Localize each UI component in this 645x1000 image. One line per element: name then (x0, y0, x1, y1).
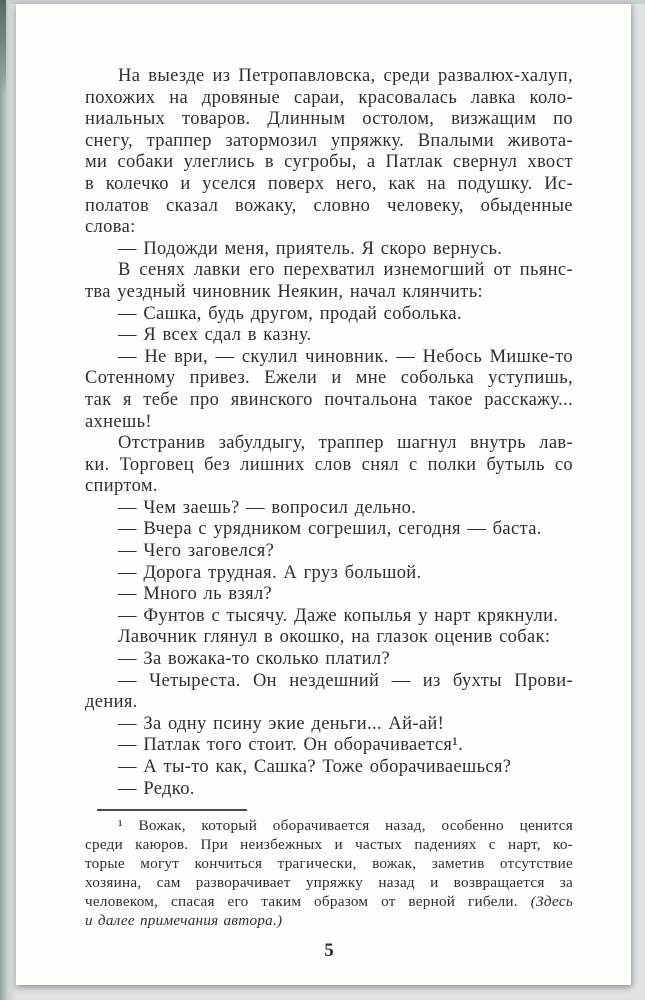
text-line: — Много ль взял? (118, 584, 273, 605)
text-line: На выезде из Петропавловска, среди развалюх-халуп, (118, 66, 573, 86)
text-line: полатов сказал вожаку, словно человеку, обыденные (85, 195, 573, 216)
text-line: — Дорога трудная. А груз большой. (118, 562, 422, 583)
text-line: ки. Торговец без лишних слов снял с полки бутыль со (85, 454, 573, 475)
footnote-text: человеком, спасая его таким образом от верной гибели. (85, 892, 531, 910)
text-line: — Четыреста. Он нездешний — из бухты Прови- (118, 670, 573, 691)
text-line: так я тебе про явинского почтальона такое расскажу... (85, 389, 573, 410)
footnote-author-note: (Здесь (530, 892, 573, 910)
text-line: слова: (85, 217, 136, 238)
text-line: — Сашка, будь другом, продай соболька. (118, 303, 462, 324)
footnote-line: хозяина, сам разворачивает упряжку назад и возвращается за (85, 873, 573, 891)
footnote-divider (97, 809, 247, 811)
text-line: — Патлак того стоит. Он оборачивается¹. (118, 735, 464, 756)
text-line: Сотенному привез. Ежели и мне соболька уступишь, (85, 368, 573, 389)
text-line: ми собаки улеглись в сугробы, а Патлак свернул хвост (85, 152, 573, 173)
text-line: — Вчера с урядником согрешил, сегодня — баста. (118, 519, 542, 540)
body-text (85, 66, 573, 800)
footnote (85, 817, 573, 930)
text-line: тва уездный чиновник Неякин, начал клянчить: (85, 281, 484, 302)
page-number: 5 (324, 939, 334, 961)
text-line: — Чего заговелся? (118, 541, 275, 562)
text-line: В сенях лавки его перехватил изнемогший от пьянс- (118, 260, 573, 281)
text-line: — За одну псину экие деньги... Ай-ай! (118, 713, 445, 734)
text-line: спиртом. (85, 476, 158, 497)
text-line: — Фунтов с тысячу. Даже копылья у нарт крякнули. (118, 605, 559, 626)
text-line: — Чем заешь? — вопросил дельно. (118, 497, 417, 518)
text-line: в колечко и уселся поверх него, как на подушку. Ис- (85, 173, 573, 194)
text-line: дения. (85, 692, 138, 713)
footnote-line: торые могут кончиться трагически, вожак, заметив отсутствие (85, 855, 573, 872)
text-line: — Редко. (118, 778, 195, 799)
text-line: — Я всех сдал в казну. (118, 325, 312, 346)
book-page (16, 4, 631, 985)
page-corner-shadow (0, 0, 6, 95)
text-line: ниальных товаров. Длинным остолом, визжащим по (85, 109, 573, 130)
text-line: похожих на дровяные сараи, красовалась лавка коло- (85, 87, 573, 108)
footnote-line: ¹ Вожак, который оборачивается назад, особенно ценится (118, 817, 573, 835)
text-line: — За вожака-то сколько платил? (118, 649, 391, 670)
page-content (85, 66, 573, 962)
text-line: ахнешь! (85, 411, 152, 432)
footnote-line: и далее примечания автора.) (85, 911, 283, 929)
text-line: — Не ври, — скулил чиновник. — Небось Мишке-то (118, 346, 573, 367)
text-line: — А ты-то как, Сашка? Тоже оборачиваешься? (118, 757, 512, 777)
text-line: Лавочник глянул в окошко, на глазок оценив собак: (118, 627, 551, 648)
text-line: — Подожди меня, приятель. Я скоро вернусь. (118, 238, 503, 259)
text-line: снегу, траппер затормозил упряжку. Впалыми живота- (85, 130, 573, 151)
text-line: Отстранив забулдыгу, траппер шагнул внутрь лав- (118, 433, 573, 454)
footnote-line: среди каюров. При неизбежных и частых падениях с нарт, ко- (85, 836, 573, 854)
footnote-line (85, 893, 573, 912)
